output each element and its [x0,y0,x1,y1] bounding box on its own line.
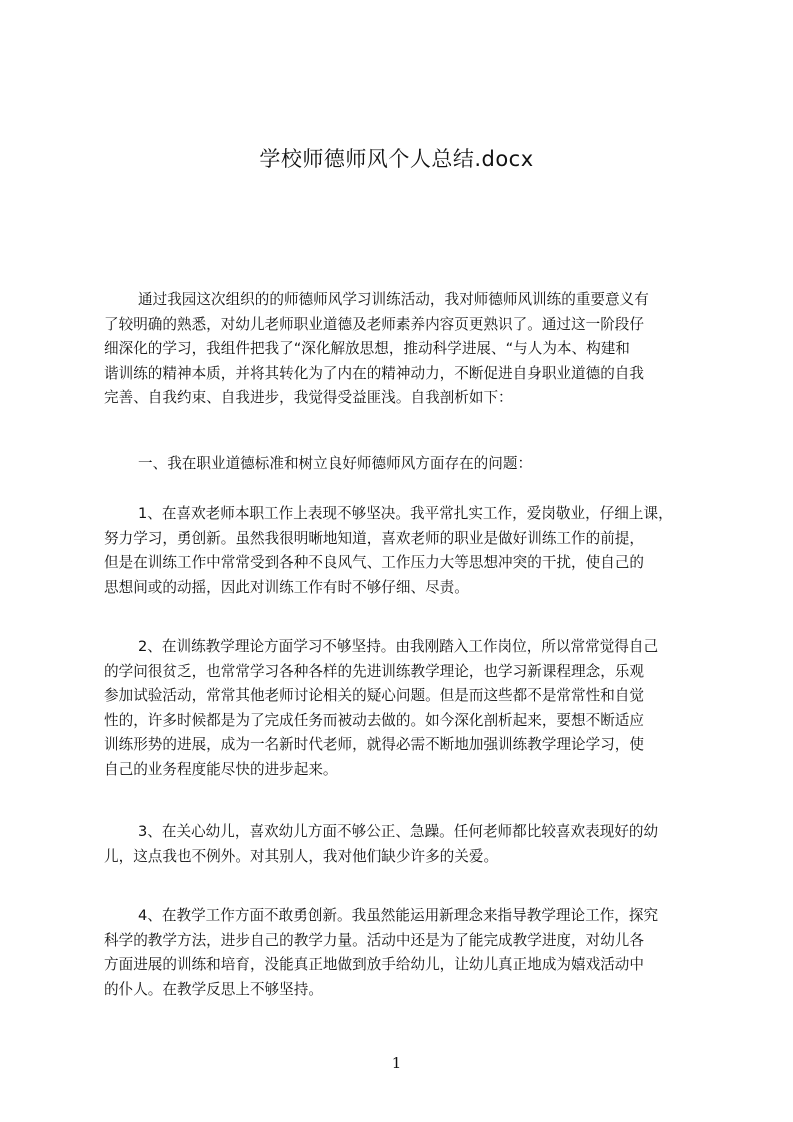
paragraph-line: 自己的业务程度能尽快的进步起来。 [104,760,338,778]
document-title: 学校师德师风个人总结.docx [259,147,534,171]
page-number: 1 [391,1054,402,1072]
paragraph-line: 参加试验活动，常常其他老师讨论相关的疑心问题。但是而这些都不是常常性和自觉 [104,687,644,704]
paragraph-line: 的学问很贫乏，也常常学习各种各样的先进训练教学理论，也学习新课程理念，乐观 [104,662,644,680]
paragraph-line: 谐训练的精神本质，并将其转化为了内在的精神动力，不断促进自身职业道德的自我 [104,364,644,382]
paragraph-line: 的仆人。在教学反思上不够坚持。 [104,980,323,998]
paragraph-line: 训练形势的进展，成为一名新时代老师，就得必需不断地加强训练教学理论学习，使 [104,736,644,753]
paragraph-item-2 [104,635,716,782]
paragraph-line: 科学的教学方法，进步自己的教学力量。活动中还是为了能完成教学进度，对幼儿各 [104,931,644,949]
paragraph-line: 性的，许多时候都是为了完成任务而被动去做的。如今深化剖析起来，要想不断适应 [104,711,644,729]
paragraph-line: 2、在训练教学理论方面学习不够坚持。由我刚踏入工作岗位，所以常常觉得自己 [138,638,659,655]
paragraph-line: 思想间或的动摇，因此对训练工作有时不够仔细、尽责。 [104,578,469,596]
heading-line: 一、我在职业道德标准和树立良好师德师风方面存在的问题： [138,455,533,472]
paragraph-line: 1、在喜欢老师本职工作上表现不够坚决。我平常扎实工作，爱岗敬业，仔细上课， [138,505,673,522]
paragraph-line: 方面进展的训练和培育，没能真正地做到放手给幼儿，让幼儿真正地成为嬉戏活动中 [104,956,644,973]
paragraph-line: 努力学习，勇创新。虽然我很明晰地知道，喜欢老师的职业是做好训练工作的前提， [104,529,644,547]
paragraph-line: 但是在训练工作中常常受到各种不良风气、工作压力大等思想冲突的干扰，使自己的 [104,554,644,571]
paragraph-item-3 [104,820,716,869]
paragraph-line: 4、在教学工作方面不敢勇创新。我虽然能运用新理念来指导教学理论工作，探究 [138,907,659,924]
paragraph-line: 3、在关心幼儿，喜欢幼儿方面不够公正、急躁。任何老师都比较喜欢表现好的幼 [138,823,659,840]
paragraph-line: 完善、自我约束、自我进步，我觉得受益匪浅。自我剖析如下： [104,389,513,406]
paragraph-line: 通过我园这次组织的的师德师风学习训练活动，我对师德师风训练的重要意义有 [138,291,649,308]
paragraph-item-4 [104,904,716,1002]
paragraph-intro [104,288,716,411]
paragraph-item-1 [104,502,716,600]
section-heading [104,452,716,477]
paragraph-line: 细深化的学习，我组件把我了“深化解放思想，推动科学进展、“与人为本、构建和 [104,340,630,357]
paragraph-line: 了较明确的熟悉，对幼儿老师职业道德及老师素养内容页更熟识了。通过这一阶段仔 [104,315,644,333]
paragraph-line: 儿，这点我也不例外。对其别人，我对他们缺少许多的关爱。 [104,847,499,865]
